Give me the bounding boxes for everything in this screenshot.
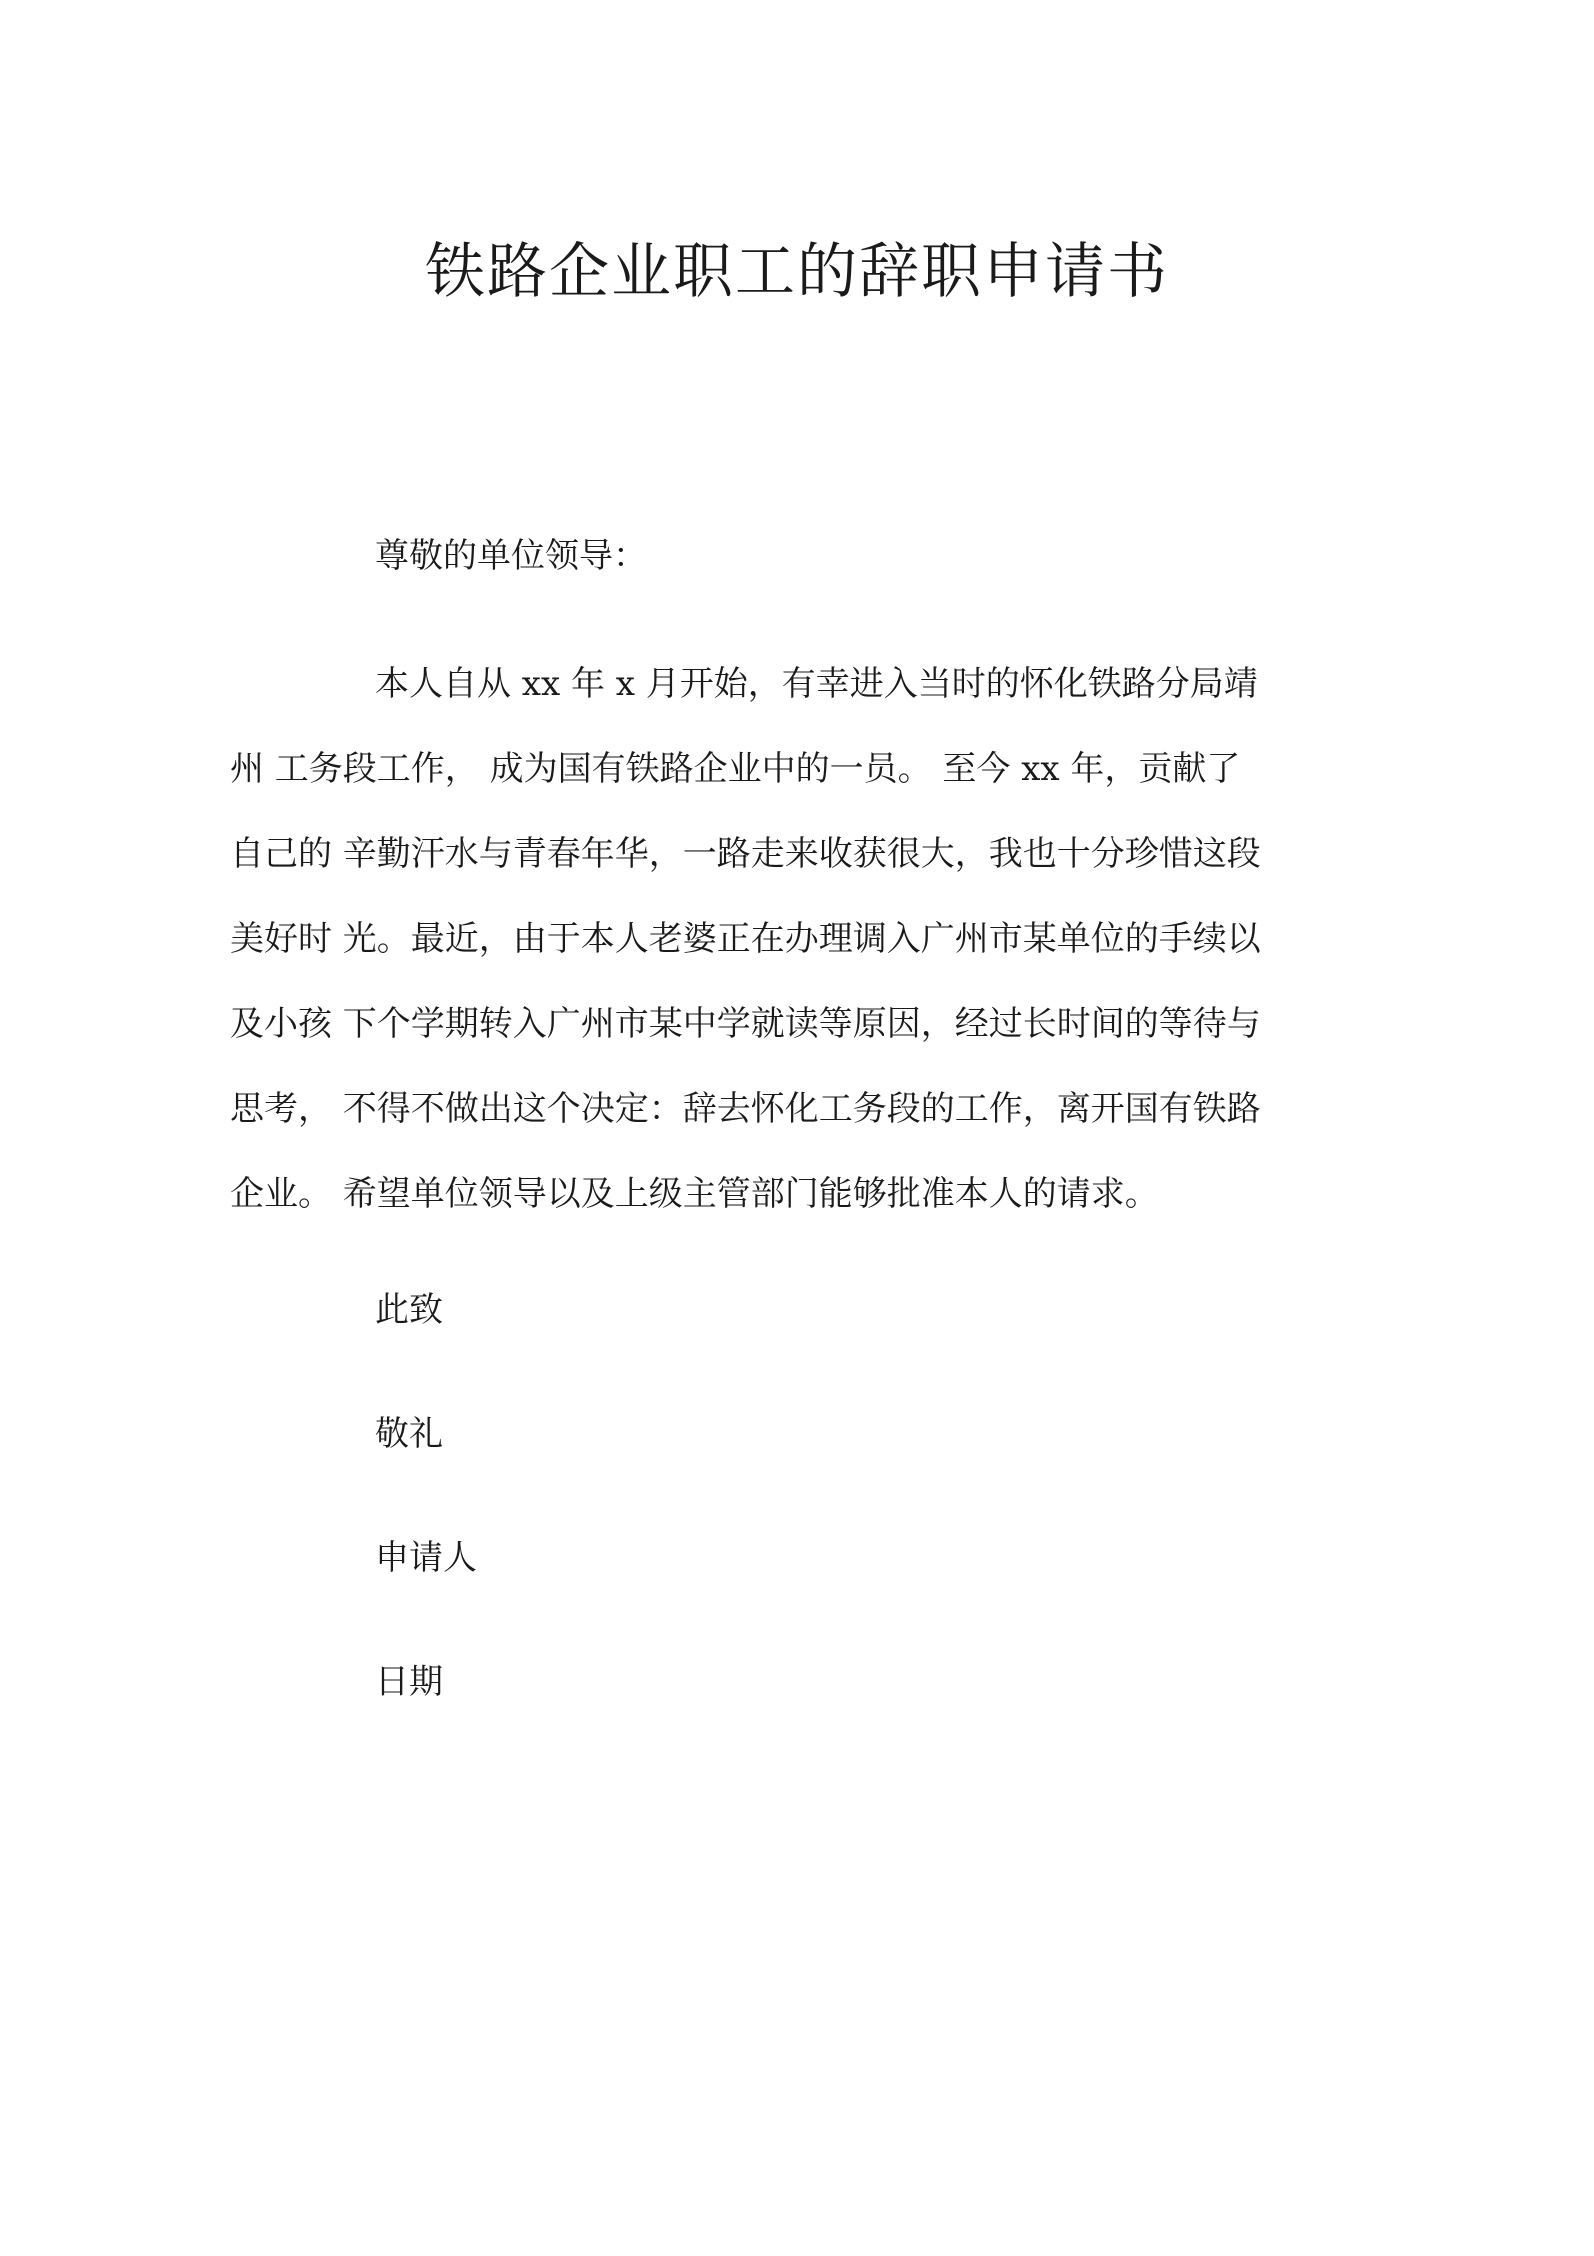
body-line-1: 本人自从 xx 年 x 月开始，有幸进入当时的怀化铁路分局靖	[375, 664, 1258, 704]
closing-jing-li: 敬礼	[375, 1414, 443, 1454]
body-line-2: 州 工务段工作， 成为国有铁路企业中的一员。 至今 xx 年，贡献了	[230, 749, 1241, 789]
body-line-3: 自己的 辛勤汗水与青春年华，一路走来收获很大，我也十分珍惜这段	[230, 834, 1261, 874]
body-line-7: 企业。 希望单位领导以及上级主管部门能够批准本人的请求。	[230, 1174, 1159, 1214]
body-line-5: 及小孩 下个学期转入广州市某中学就读等原因，经过长时间的等待与	[230, 1004, 1261, 1044]
closing-ci-zhi: 此致	[375, 1290, 443, 1330]
body-line-6: 思考， 不得不做出这个决定：辞去怀化工务段的工作，离开国有铁路	[230, 1089, 1261, 1129]
date-label: 日期	[375, 1662, 443, 1702]
body-line-4: 美好时 光。最近，由于本人老婆正在办理调入广州市某单位的手续以	[230, 919, 1261, 959]
applicant-label: 申请人	[375, 1538, 477, 1578]
salutation: 尊敬的单位领导：	[375, 536, 647, 576]
document-title: 铁路企业职工的辞职申请书	[425, 237, 1169, 307]
